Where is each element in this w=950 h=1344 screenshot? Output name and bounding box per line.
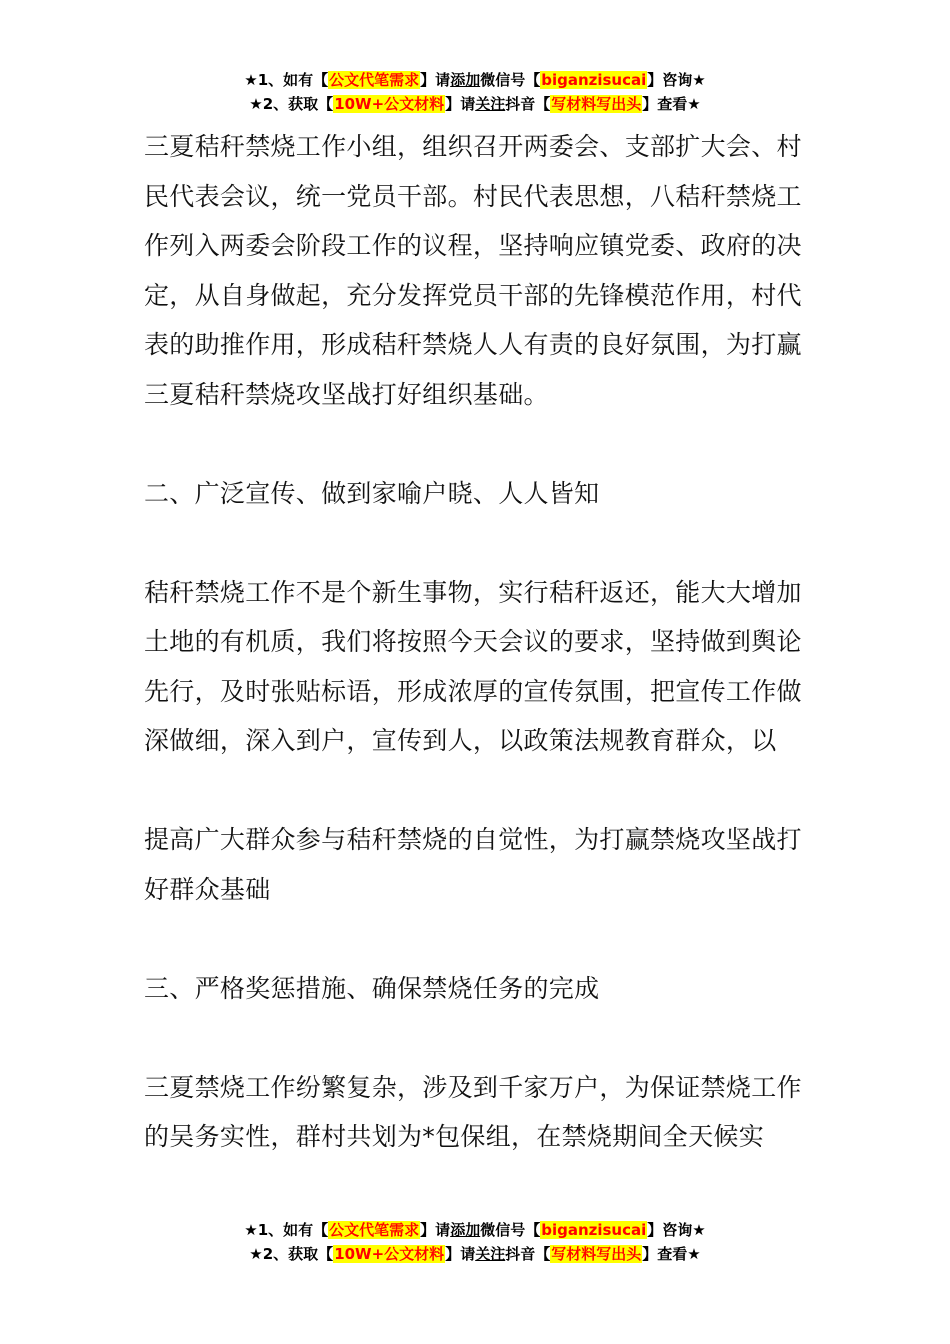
banner-highlight: 公文代笔需求 <box>329 71 420 89</box>
banner-text: ★2、获取【 <box>249 1245 334 1263</box>
banner-text: 】查看★ <box>642 95 701 113</box>
banner-highlight: biganzisucai <box>541 71 647 89</box>
banner-underline: 添加 <box>450 1221 481 1239</box>
banner-underline: 关注 <box>475 95 506 113</box>
paragraph-4: 三夏禁烧工作纷繁复杂，涉及到千家万户，为保证禁烧工作的吴务实性，群村共划为*包保组，在禁烧期间全天候实 <box>144 1072 802 1151</box>
spacer <box>144 914 810 964</box>
banner-text: 】请 <box>445 1245 476 1263</box>
banner-text: 】请 <box>420 71 451 89</box>
banner-highlight: 写材料写出头 <box>551 1245 642 1263</box>
banner-text: 】咨询★ <box>647 1221 706 1239</box>
banner-line-2 <box>0 1242 950 1266</box>
spacer <box>144 419 810 469</box>
banner-text: 】咨询★ <box>647 71 706 89</box>
spacer <box>144 518 810 568</box>
section-heading-3: 三、严格奖惩措施、确保禁烧任务的完成 <box>144 973 600 1003</box>
banner-text: ★1、如有【 <box>244 71 329 89</box>
banner-text: 抖音【 <box>505 1245 551 1263</box>
banner-highlight: biganzisucai <box>541 1221 647 1239</box>
section-heading-2: 二、广泛宣传、做到家喻户晓、人人皆知 <box>144 478 600 508</box>
paragraph-3: 提高广大群众参与秸秆禁烧的自觉性，为打赢禁烧攻坚战打好群众基础 <box>144 825 802 904</box>
banner-highlight: 公文代笔需求 <box>329 1221 420 1239</box>
header-banner <box>0 68 950 116</box>
banner-text: ★2、获取【 <box>249 95 334 113</box>
banner-text: 微信号【 <box>480 71 541 89</box>
document-body <box>144 122 810 1162</box>
banner-highlight: 10W+公文材料 <box>334 1245 445 1263</box>
banner-highlight: 写材料写出头 <box>551 95 642 113</box>
spacer <box>144 766 810 816</box>
spacer <box>144 1013 810 1063</box>
banner-text: 微信号【 <box>480 1221 541 1239</box>
banner-line-1 <box>0 68 950 92</box>
banner-text: ★1、如有【 <box>244 1221 329 1239</box>
banner-text: 抖音【 <box>505 95 551 113</box>
banner-line-2 <box>0 92 950 116</box>
banner-line-1 <box>0 1218 950 1242</box>
paragraph-1: 三夏秸秆禁烧工作小组，组织召开两委会、支部扩大会、村民代表会议，统一党员干部。村民代表思想，八秸秆禁烧工作列入两委会阶段工作的议程，坚持响应镇党委、政府的决定，从自身做起，充分发挥党员干部的先锋模范作用，村代表的助推作用，形成秸秆禁烧人人有责的良好氛围，为打赢三夏秸秆禁烧攻坚战打好组织基础。 <box>144 132 802 409</box>
banner-highlight: 10W+公文材料 <box>334 95 445 113</box>
banner-text: 】请 <box>420 1221 451 1239</box>
banner-text: 】查看★ <box>642 1245 701 1263</box>
footer-banner <box>0 1218 950 1266</box>
banner-underline: 关注 <box>475 1245 506 1263</box>
banner-text: 】请 <box>445 95 476 113</box>
banner-underline: 添加 <box>450 71 481 89</box>
paragraph-2: 秸秆禁烧工作不是个新生事物，实行秸秆返还，能大大增加土地的有机质，我们将按照今天会议的要求，坚持做到舆论先行，及时张贴标语，形成浓厚的宣传氛围，把宣传工作做深做细，深入到户，宣传到人，以政策法规教育群众，以 <box>144 577 802 755</box>
